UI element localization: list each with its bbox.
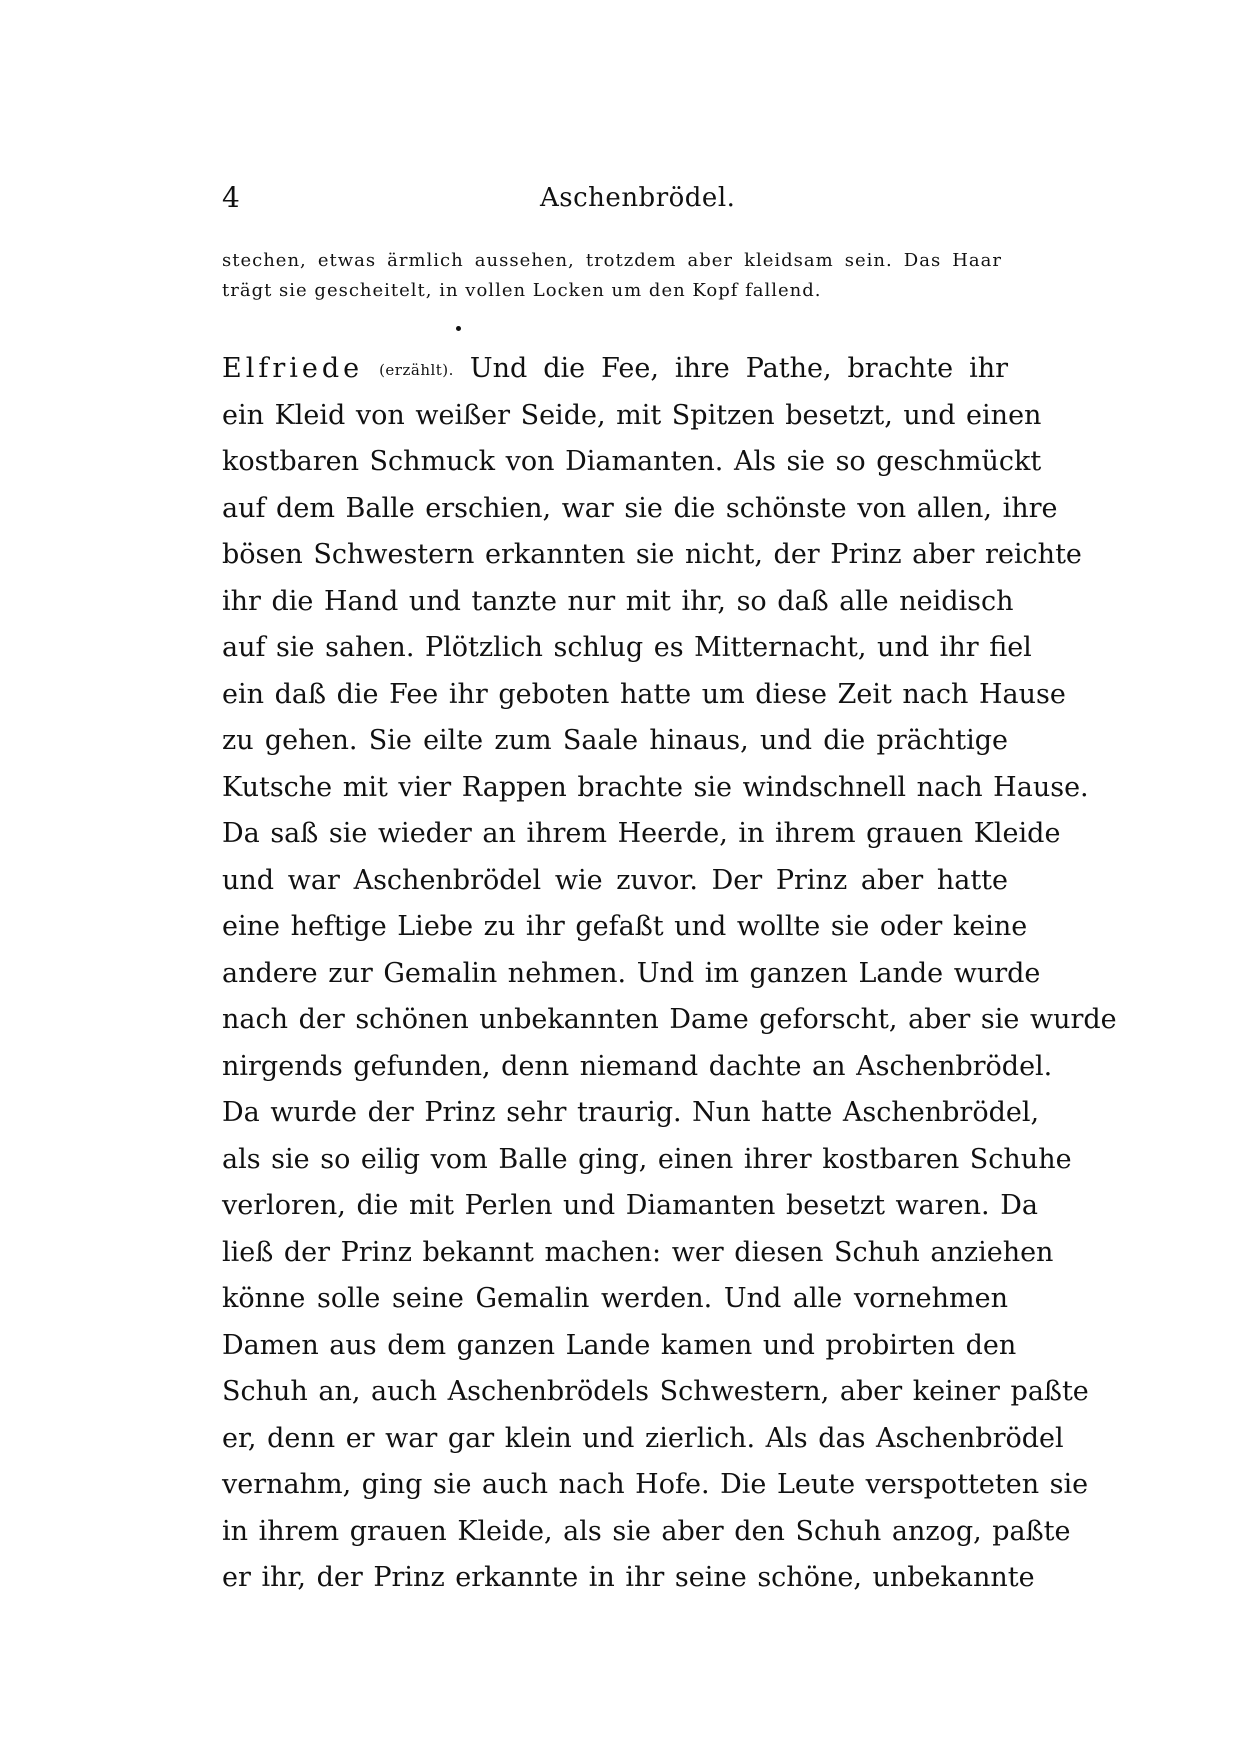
speech-line: ein Kleid von weißer Seide, mit Spitzen besetzt, und einen — [222, 399, 1042, 431]
ornament-dot — [456, 326, 461, 331]
speech-line: auf dem Balle erschien, war sie die schönste von allen, ihre — [222, 492, 1058, 524]
speech-line: vernahm, ging sie auch nach Hofe. Die Leute verspotteten sie — [222, 1469, 1089, 1500]
speech-line: auf sie sahen. Plötzlich schlug es Mitternacht, und ihr fiel — [222, 632, 1032, 663]
speech-first-line — [222, 346, 1008, 393]
speaker-note: (erzählt). — [379, 361, 454, 379]
speech-line: nirgends gefunden, denn niemand dachte an Aschenbrödel. — [222, 1050, 1053, 1082]
speech-line: nach der schönen unbekannten Dame geforscht, aber sie wurde — [222, 1004, 1117, 1035]
speech-line: ihr die Hand und tanzte nur mit ihr, so daß alle neidisch — [222, 585, 1014, 617]
speech-line: Damen aus dem ganzen Lande kamen und probirten den — [222, 1329, 1017, 1361]
speech-line-text: Und die Fee, ihre Pathe, brachte ihr — [469, 353, 1008, 384]
stage-direction-line: trägt sie gescheitelt, in vollen Locken um den Kopf fallend. — [222, 280, 822, 301]
page-header — [222, 178, 1022, 218]
speech-line: und war Aschenbrödel wie zuvor. Der Prinz aber hatte — [222, 864, 1008, 896]
speech-line: Da saß sie wieder an ihrem Heerde, in ihrem grauen Kleide — [222, 818, 1061, 849]
speech-line: zu gehen. Sie eilte zum Saale hinaus, und die prächtige — [222, 725, 1008, 756]
speech-line: ließ der Prinz bekannt machen: wer diesen Schuh anziehen — [222, 1236, 1054, 1268]
speech-line: er ihr, der Prinz erkannte in ihr seine schöne, unbekannte — [222, 1562, 1035, 1593]
speech-block — [222, 346, 1117, 1602]
speaker-name: Elfriede — [222, 353, 364, 384]
page-number: 4 — [222, 181, 240, 214]
speech-line: in ihrem grauen Kleide, als sie aber den Schuh anzog, paßte — [222, 1515, 1071, 1547]
speech-line: bösen Schwestern erkannten sie nicht, der Prinz aber reichte — [222, 539, 1082, 570]
speech-line: als sie so eilig vom Balle ging, einen ihrer kostbaren Schuhe — [222, 1143, 1072, 1175]
running-title: Aschenbrödel. — [540, 183, 736, 213]
speech-line: Schuh an, auch Aschenbrödels Schwestern, aber keiner paßte — [222, 1376, 1089, 1407]
speech-line: andere zur Gemalin nehmen. Und im ganzen Lande wurde — [222, 957, 1041, 989]
speech-line: eine heftige Liebe zu ihr gefaßt und wollte sie oder keine — [222, 911, 1028, 942]
speech-line: verloren, die mit Perlen und Diamanten besetzt waren. Da — [222, 1190, 1038, 1221]
speech-line: ein daß die Fee ihr geboten hatte um diese Zeit nach Hause — [222, 678, 1066, 710]
speech-line: kostbaren Schmuck von Diamanten. Als sie so geschmückt — [222, 446, 1042, 477]
speech-line: könne solle seine Gemalin werden. Und alle vornehmen — [222, 1283, 1008, 1314]
speech-line: Da wurde der Prinz sehr traurig. Nun hatte Aschenbrödel, — [222, 1097, 1040, 1128]
stage-direction-line: stechen, etwas ärmlich aussehen, trotzdem aber kleidsam sein. Das Haar — [222, 250, 1002, 271]
speech-line: Kutsche mit vier Rappen brachte sie windschnell nach Hause. — [222, 771, 1089, 803]
speech-line: er, denn er war gar klein und zierlich. Als das Aschenbrödel — [222, 1422, 1064, 1454]
stage-direction — [222, 246, 1002, 306]
